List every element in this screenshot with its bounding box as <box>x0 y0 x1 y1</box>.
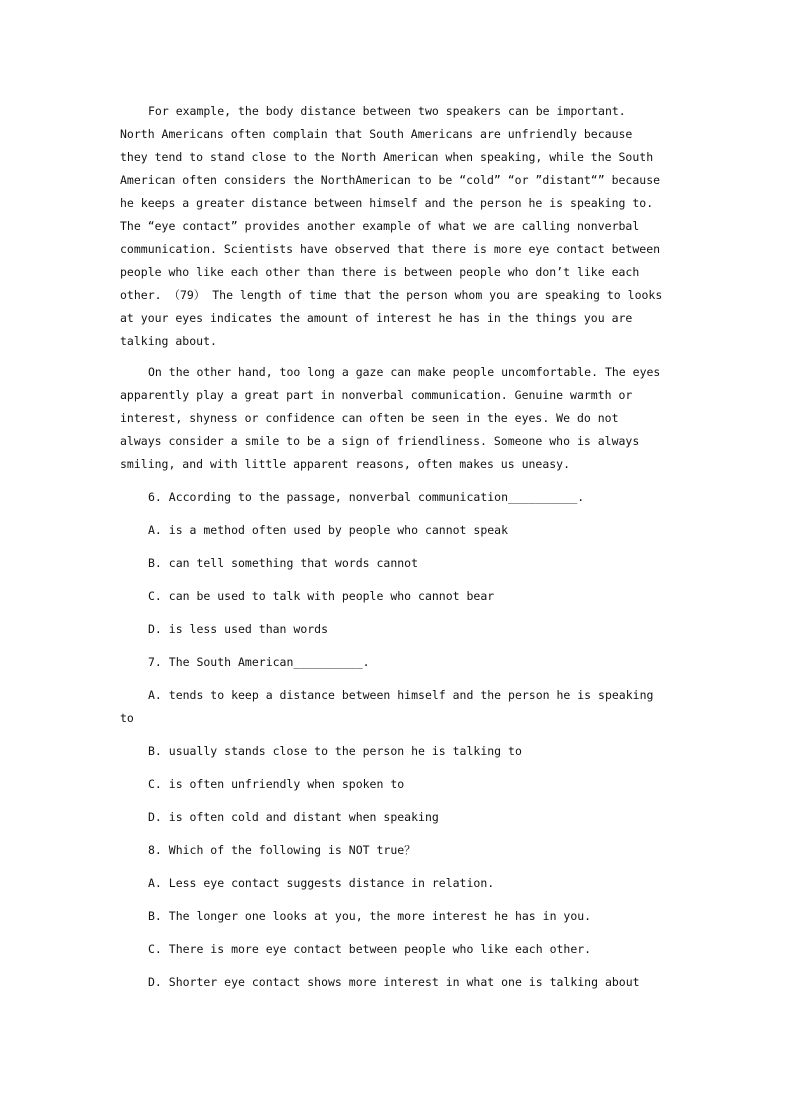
option-a: A. Less eye contact suggests distance in relation. <box>148 876 495 890</box>
option-c: C. can be used to talk with people who cannot bear <box>148 589 495 603</box>
question-8 <box>120 839 665 994</box>
question-7 <box>120 651 665 829</box>
question-stem: 8. Which of the following is NOT true？ <box>148 843 416 857</box>
passage-paragraph-2: On the other hand, too long a gaze can make people uncomfortable. The eyes apparently play a great part in nonverbal communication. Genuine warmth or interest, shyness or confidence can often be seen in the eyes. We do not always consider a smile to be a sign of friendliness. Someone who is always smiling, and with little apparent reasons, often makes us uneasy. <box>120 365 661 471</box>
option-c: C. is often unfriendly when spoken to <box>148 777 405 791</box>
question-6 <box>120 486 665 641</box>
passage-paragraph-1: For example, the body distance between two speakers can be important. North Americans often complain that South Americans are unfriendly because they tend to stand close to the North American when speaking, while the South American often considers the NorthAmerican to be “cold” “or ”distant“” because he keeps a greater distance between himself and the person he is speaking to. The “eye contact” provides another example of what we are calling nonverbal communication. Scientists have observed that there is more eye contact between people who like each other than there is between people who don’t like each other. （79） The length of time that the person whom you are speaking to looks at your eyes indicates the amount of interest he has in the things you are talking about. <box>120 104 663 348</box>
option-b: B. The longer one looks at you, the more interest he has in you. <box>148 909 592 923</box>
option-b: B. usually stands close to the person he is talking to <box>148 744 522 758</box>
option-d: D. is less used than words <box>148 622 329 636</box>
option-c: C. There is more eye contact between people who like each other. <box>148 942 592 956</box>
option-b: B. can tell something that words cannot <box>148 556 419 570</box>
option-d: D. Shorter eye contact shows more interest in what one is talking about <box>148 975 640 989</box>
option-a: A. tends to keep a distance between himself and the person he is speaking to <box>120 688 654 725</box>
option-a: A. is a method often used by people who cannot speak <box>148 523 509 537</box>
document-page <box>120 100 665 994</box>
question-stem: 7. The South American__________. <box>148 655 370 669</box>
option-d: D. is often cold and distant when speaking <box>148 810 439 824</box>
question-stem: 6. According to the passage, nonverbal communication__________. <box>148 490 585 504</box>
